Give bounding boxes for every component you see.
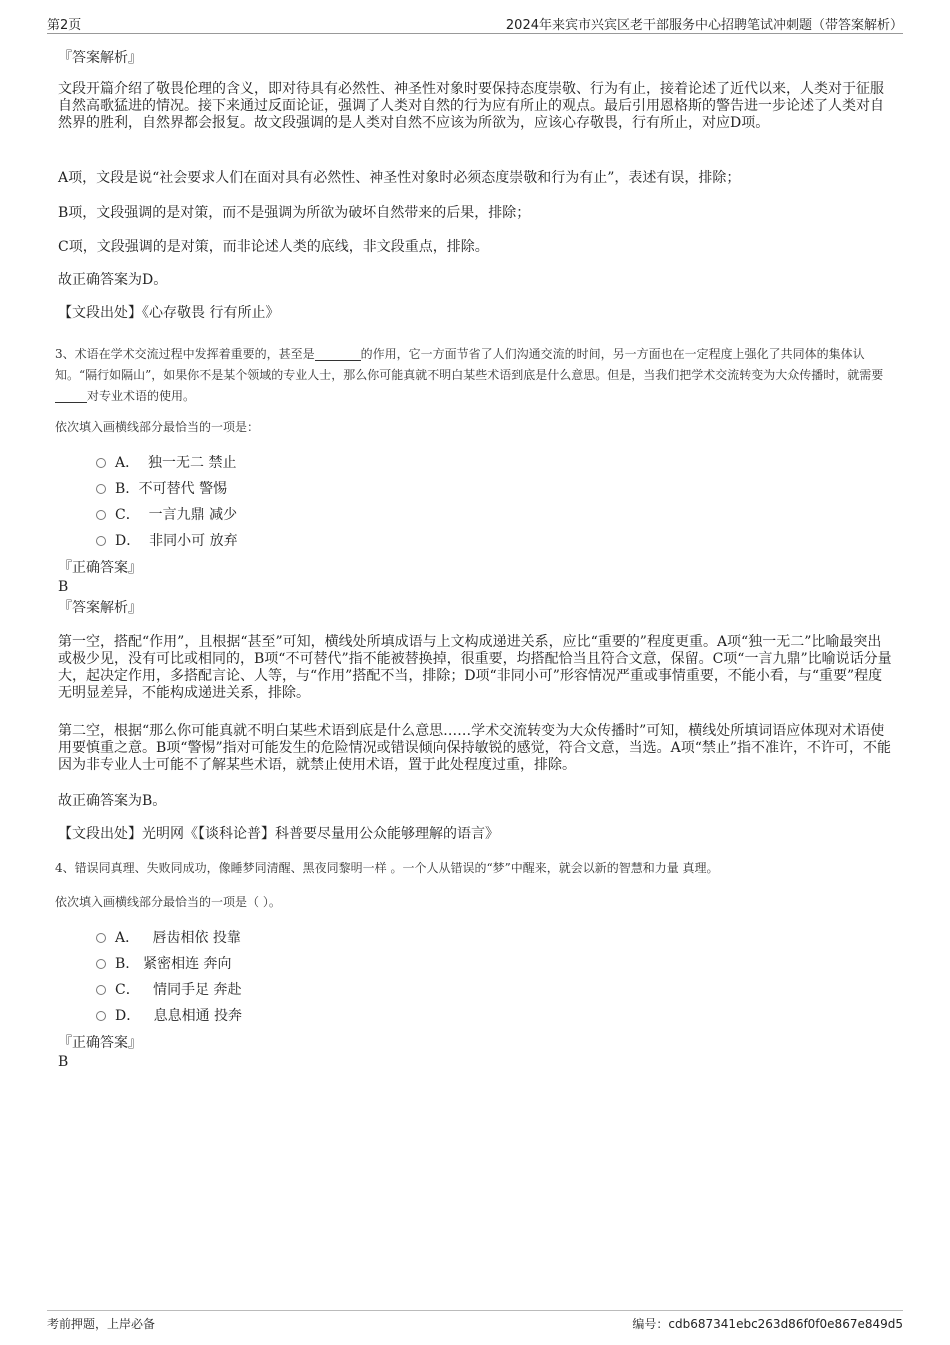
analysis-paragraph: 文段开篇介绍了敬畏伦理的含义，即对待具有必然性、神圣性对象时要保持态度崇敬、行为有止，接着论述了近代以来，人类对于征服自然高歌猛进的情况。接下来通过反面论证，强调了人类对自然的行为应有所止的观点。最后引用恩格斯的警告进一步论述了人类对自然界的胜利，自然界都会报复。故文段强调的是人类对自然不应该为所欲为，应该心存敬畏，行有所止，对应D项。 [58,81,884,131]
blank-1 [315,347,361,361]
blank-2 [55,389,87,403]
radio-icon[interactable] [96,1011,106,1021]
q4-option-c[interactable]: C． 情同手足 奔赴 [96,980,242,1000]
page-number: 第2页 [47,18,82,33]
analysis-paragraph-2: 第二空，根据“那么你可能真就不明白某些术语到底是什么意思……学术交流转变为大众传播时”可知，横线处所填词语应体现对术语使用要慎重之意。B项“警惕”指对可能发生的危险情况或错误倾向保持敏锐的感觉，符合文意，当选。A项“禁止”指不准许，不许可，不能因为非专业人士可能不了解某些术语，就禁止使用术语，置于此处程度过重，排除。 [58,723,892,773]
question-4-instruction: 依次填入画横线部分最恰当的一项是（ ）。 [55,895,281,909]
q4-option-b[interactable]: B. 紧密相连 奔向 [96,954,232,974]
passage-source: 【文段出处】光明网《【谈科论普】科普要尽量用公众能够理解的语言》 [58,826,499,842]
page-header [47,14,903,34]
correct-answer-label: 『正确答案』 [58,1035,142,1051]
analysis-option-a: A项，文段是说“社会要求人们在面对具有必然性、神圣性对象时必须态度崇敬和行为有止”，表述有误，排除； [58,170,741,186]
document-code: 编号：cdb687341ebc263d86f0f0e867e849d5 [632,1317,903,1331]
question-3-text: 3、术语在学术交流过程中发挥着重要的，甚至是 的作用，它一方面节省了人们沟通交流的时间，另一方面也在一定程度上强化了共同体的集体认知。“隔行如隔山”，如果你不是某个领域的专业人士，那么你可能真就不明白某些术语到底是什么意思。但是，当我们把学术交流转变为大众传播时，就需要对专业术语的使用。 [55,347,884,403]
q3-option-c[interactable]: C． 一言九鼎 减少 [96,505,237,525]
q3-option-a[interactable]: A． 独一无二 禁止 [96,453,236,473]
analysis-paragraph-1: 第一空，搭配“作用”，且根据“甚至”可知，横线处所填成语与上文构成递进关系，应比“重要的”程度更重。A项“独一无二”比喻最突出或极少见，没有可比或相同的，B项“不可替代”指不能被替换掉，很重要，均搭配恰当且符合文意，保留。C项“一言九鼎”比喻说话分量大，起决定作用，多搭配言论、人等，与“作用”搭配不当，排除；D项“非同小可”形容情况严重或事情重要，不能小看，与“重要”程度无明显差异，不能构成递进关系，排除。 [58,634,892,701]
radio-icon[interactable] [96,985,106,995]
question-4-text: 4、错误同真理、失败同成功，像睡梦同清醒、黑夜同黎明一样 。一个人从错误的“梦”中醒来，就会以新的智慧和力量 真理。 [55,861,719,875]
radio-icon[interactable] [96,458,106,468]
radio-icon[interactable] [96,484,106,494]
analysis-option-b: B项，文段强调的是对策，而不是强调为所欲为破坏自然带来的后果，排除； [58,205,531,221]
correct-answer: B [58,579,69,595]
analysis-conclusion: 故正确答案为B。 [58,793,167,809]
page-footer [47,1310,903,1333]
question-3-instruction: 依次填入画横线部分最恰当的一项是： [55,420,260,434]
analysis-option-c: C项，文段强调的是对策，而非论述人类的底线，非文段重点，排除。 [58,239,489,255]
radio-icon[interactable] [96,536,106,546]
radio-icon[interactable] [96,933,106,943]
radio-icon[interactable] [96,959,106,969]
correct-answer: B [58,1054,69,1070]
q3-option-b[interactable]: B. 不可替代 警惕 [96,479,227,499]
passage-source: 【文段出处】《心存敬畏 行有所止》 [58,305,280,321]
q4-option-d[interactable]: D． 息息相通 投奔 [96,1006,242,1026]
analysis-label: 『答案解析』 [58,600,142,616]
document-title: 2024年来宾市兴宾区老干部服务中心招聘笔试冲刺题（带答案解析） [505,18,903,33]
footer-slogan: 考前押题，上岸必备 [47,1317,156,1331]
analysis-label: 『答案解析』 [58,50,142,66]
radio-icon[interactable] [96,510,106,520]
q3-option-d[interactable]: D． 非同小可 放弃 [96,531,238,551]
analysis-conclusion: 故正确答案为D。 [58,272,168,288]
correct-answer-label: 『正确答案』 [58,560,142,576]
q4-option-a[interactable]: A． 唇齿相依 投靠 [96,928,241,948]
